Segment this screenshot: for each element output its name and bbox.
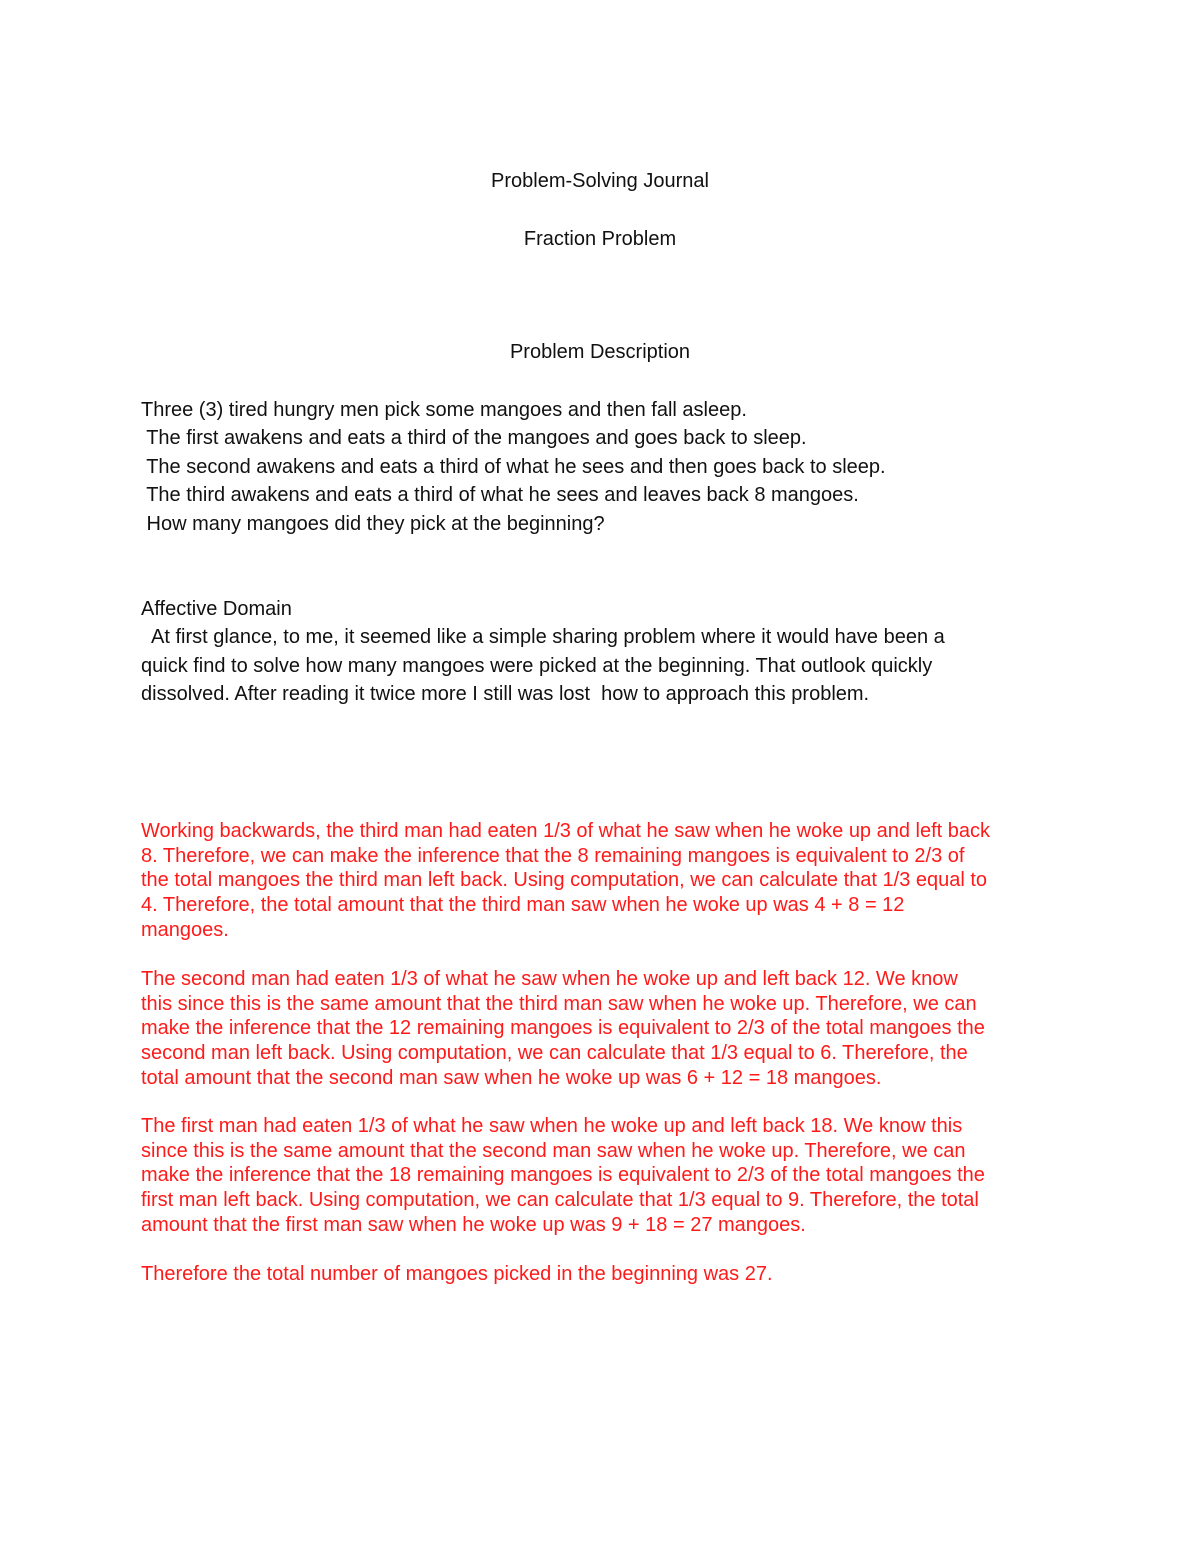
solution-line: The first man had eaten 1/3 of what he saw when he woke up and left back 18. We know this [141,1115,963,1137]
document-subtitle: Fraction Problem [523,228,677,250]
solution-paragraph-1 [141,819,1141,942]
affective-heading: Affective Domain [141,598,292,620]
solution-line: 4. Therefore, the total amount that the third man saw when he woke up was 4 + 8 = 12 [141,894,905,917]
solution-line: make the inference that the 12 remaining mangoes is equivalent to 2/3 of the total mangoes the [141,1017,985,1040]
solution-line: Working backwards, the third man had eaten 1/3 of what he saw when he woke up and left back [141,820,991,842]
solution-line: The second man had eaten 1/3 of what he saw when he woke up and left back 12. We know [141,968,958,990]
solution-line: Therefore the total number of mangoes picked in the beginning was 27. [141,1263,773,1285]
affective-line: dissolved. After reading it twice more I still was lost how to approach this problem. [141,683,870,706]
problem-description [141,396,1141,538]
solution-line: since this is the same amount that the second man saw when he woke up. Therefore, we can [141,1139,966,1162]
solution-line: the total mangoes the third man left back. Using computation, we can calculate that 1/3 equal to [141,869,988,892]
affective-line: At first glance, to me, it seemed like a simple sharing problem where it would have been a [141,626,945,649]
solution-line: second man left back. Using computation, we can calculate that 1/3 equal to 6. Therefore, the [141,1042,968,1065]
problem-line: The third awakens and eats a third of what he sees and leaves back 8 mangoes. [141,484,859,507]
solution-line: make the inference that the 18 remaining mangoes is equivalent to 2/3 of the total mangoes the [141,1164,985,1187]
solution-conclusion [141,1262,1141,1287]
document-title: Problem-Solving Journal [491,170,709,192]
solution-line: amount that the first man saw when he woke up was 9 + 18 = 27 mangoes. [141,1213,806,1236]
problem-line: The second awakens and eats a third of what he sees and then goes back to sleep. [141,455,886,478]
solution-line: total amount that the second man saw when he woke up was 6 + 12 = 18 mangoes. [141,1066,882,1089]
solution-line: first man left back. Using computation, we can calculate that 1/3 equal to 9. Therefore, the total [141,1189,979,1212]
problem-line: The first awakens and eats a third of the mangoes and goes back to sleep. [141,427,807,450]
solution-paragraph-2 [141,967,1141,1090]
solution-line: this since this is the same amount that the third man saw when he woke up. Therefore, we can [141,992,977,1015]
solution-line: 8. Therefore, we can make the inference that the 8 remaining mangoes is equivalent to 2/3 of [141,844,965,867]
affective-line: quick find to solve how many mangoes were picked at the beginning. That outlook quickly [141,654,933,677]
solution-line: mangoes. [141,918,229,941]
problem-line: How many mangoes did they pick at the beginning? [141,512,605,535]
problem-heading: Problem Description [509,341,691,363]
solution-paragraph-3 [141,1114,1141,1237]
problem-line: Three (3) tired hungry men pick some mangoes and then fall asleep. [141,399,747,421]
affective-domain [141,595,1141,709]
